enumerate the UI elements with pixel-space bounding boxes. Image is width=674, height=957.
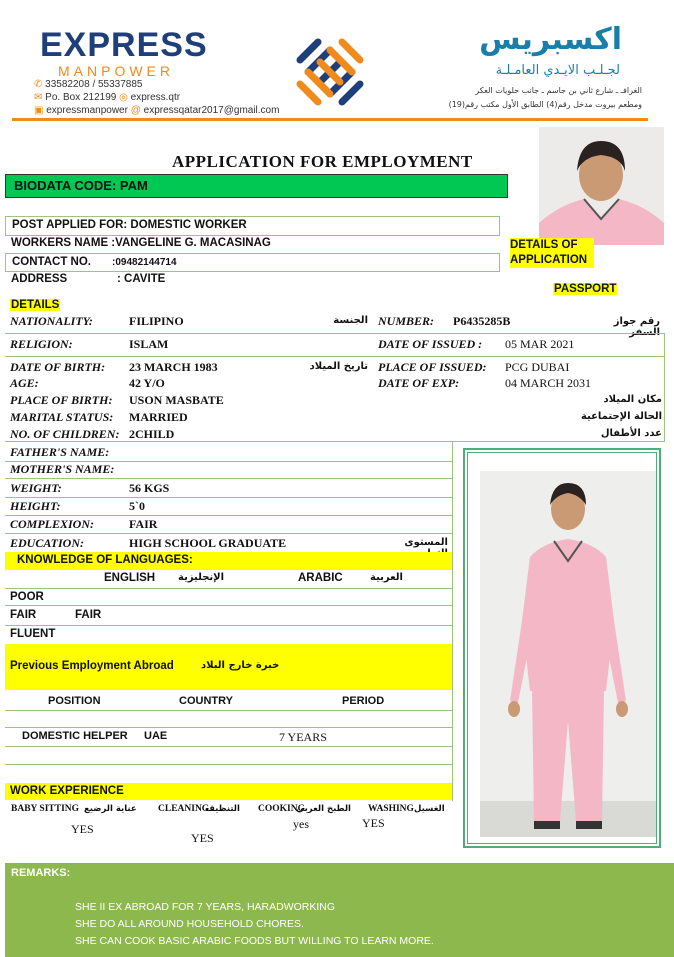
biodata-code-bar [5, 174, 508, 198]
divider [5, 515, 452, 516]
brand-subtitle-en: MANPOWER [58, 63, 174, 79]
detail-label-ar: المستوى [404, 537, 448, 548]
detail-label: HEIGHT: [10, 499, 61, 513]
passport-label: DATE OF ISSUED : [378, 337, 483, 351]
details-of-application-label: DETAILS OF APPLICATION [510, 238, 594, 268]
divider [5, 533, 452, 534]
remarks-line-1: SHE II EX ABROAD FOR 7 YEARS, HARADWORKING [75, 901, 336, 913]
social-line: ▣ expressmanpower @ expressqatar2017@gmail.com [34, 105, 280, 116]
brand-subtitle-ar: لجـلـب الايـدي العامـلـة [495, 63, 620, 78]
detail-value: 2CHILD [129, 427, 175, 441]
full-body-photo-frame [463, 448, 661, 848]
prev-period-value: 7 YEARS [279, 730, 327, 744]
detail-label: EDUCATION: [10, 536, 85, 550]
detail-value: MARRIED [129, 410, 188, 424]
email-icon: @ [130, 105, 141, 116]
brand-name-ar: اكسبريس [479, 22, 622, 57]
divider [5, 625, 452, 626]
post-applied-row: POST APPLIED FOR: DOMESTIC WORKER [5, 216, 500, 236]
detail-value: 23 MARCH 1983 [129, 360, 218, 374]
address-ar-1: الغرافـ ـ شارع ثاني بن جاسم ـ جانب حلويات العكر [475, 86, 642, 95]
detail-label: PLACE OF BIRTH: [10, 393, 113, 407]
prev-employment-heading-bar: Previous Employment Abroad خبرة خارج البلاد [5, 644, 452, 690]
detail-label-ar: الحالة الإجتماعية [580, 411, 662, 422]
skill-value: yes [293, 817, 309, 831]
company-logo-icon [290, 32, 370, 112]
divider [5, 588, 452, 589]
detail-label: NO. OF CHILDREN: [10, 427, 120, 441]
detail-label: DATE OF BIRTH: [10, 360, 106, 374]
detail-label-ar: مكان الميلاد [603, 394, 662, 405]
work-experience-heading-bar: WORK EXPERIENCE [5, 783, 452, 800]
biodata-code: BIODATA CODE: PAM [14, 178, 148, 193]
divider [5, 333, 665, 334]
mail-icon: ✉ [34, 92, 43, 103]
detail-value: FILIPINO [129, 314, 184, 328]
passport-value: PCG DUBAI [505, 360, 570, 374]
skill-label: CLEANING [158, 804, 210, 814]
passport-value: 04 MARCH 2031 [505, 376, 592, 390]
header-divider [12, 118, 648, 121]
detail-label: RELIGION: [10, 337, 73, 351]
skill-label: COOKING [258, 804, 305, 814]
skill-value: YES [71, 822, 94, 836]
detail-label: AGE: [10, 376, 39, 390]
divider [5, 441, 665, 442]
languages-heading-bar: KNOWLEDGE OF LANGUAGES: [5, 552, 452, 570]
col-period: PERIOD [342, 695, 385, 707]
detail-value: USON MASBATE [129, 393, 224, 407]
pobox-line: ✉ Po. Box 212199 ◎ express.qtr [34, 92, 181, 103]
detail-label: COMPLEXION: [10, 517, 95, 531]
divider [5, 356, 665, 357]
remarks-heading: REMARKS: [11, 867, 71, 879]
skill-label-ar: الطبخ العربي [296, 804, 351, 814]
full-body-photo-icon [480, 471, 656, 837]
remarks-line-2: SHE DO ALL AROUND HOUSEHOLD CHORES. [75, 918, 304, 930]
passport-label-ar: رقم جواز [613, 316, 660, 327]
detail-label: FATHER'S NAME: [10, 445, 110, 459]
detail-label-ar: عدد الأطفال [600, 428, 662, 439]
brand-name-en: EXPRESS [40, 26, 208, 64]
language-arabic-ar: العربية [370, 572, 403, 583]
facebook-icon: ▣ [34, 105, 44, 116]
divider [5, 478, 452, 479]
page-title: APPLICATION FOR EMPLOYMENT [172, 152, 473, 171]
passport-value: P6435285B [453, 314, 511, 328]
skill-label: WASHING [368, 804, 414, 814]
headshot-illustration-icon [539, 127, 664, 245]
passport-label: NUMBER: [378, 314, 435, 328]
detail-label-ar: الجنسة [333, 315, 368, 326]
phone-icon: ✆ [34, 79, 43, 90]
level-fair: FAIR [10, 609, 37, 621]
detail-value: ISLAM [129, 337, 169, 351]
level-fluent: FLUENT [10, 628, 56, 640]
remarks-line-3: SHE CAN COOK BASIC ARABIC FOODS BUT WILLING TO LEARN MORE. [75, 935, 434, 947]
detail-label: MARITAL STATUS: [10, 410, 114, 424]
detail-value: FAIR [129, 517, 158, 531]
skill-value: YES [191, 831, 214, 845]
language-arabic: ARABIC [298, 572, 343, 584]
prev-position-value: DOMESTIC HELPER [22, 730, 128, 742]
address-row: ADDRESS : CAVITE [11, 273, 166, 285]
divider [664, 333, 665, 441]
detail-label: WEIGHT: [10, 481, 62, 495]
divider [452, 441, 453, 801]
detail-value: HIGH SCHOOL GRADUATE [129, 536, 287, 550]
divider [5, 727, 452, 728]
detail-label: MOTHER'S NAME: [10, 462, 115, 476]
contact-row: CONTACT NO. :09482144714 [5, 253, 500, 272]
passport-value: 05 MAR 2021 [505, 337, 575, 351]
skill-value: YES [362, 816, 385, 830]
instagram-icon: ◎ [119, 92, 128, 103]
company-header [0, 0, 674, 122]
divider [5, 764, 452, 765]
passport-label: DATE OF EXP: [378, 376, 460, 390]
language-english: ENGLISH [104, 572, 156, 584]
detail-label-ar: تاريخ الميلاد [309, 361, 368, 372]
prev-country-value: UAE [144, 730, 168, 742]
remarks-panel [5, 863, 674, 957]
detail-label: NATIONALITY: [10, 314, 93, 328]
divider [5, 746, 452, 747]
skill-label: BABY SITTING [11, 804, 80, 814]
passport-label: PLACE OF ISSUED: [378, 360, 487, 374]
english-level-value: FAIR [75, 609, 102, 621]
workers-name-row: WORKERS NAME :VANGELINE G. MACASINAG [11, 237, 271, 249]
skill-label-ar: التنظيف [205, 804, 240, 814]
divider [5, 497, 452, 498]
detail-value: 56 KGS [129, 481, 170, 495]
headshot-photo [539, 127, 664, 245]
col-position: POSITION [48, 695, 101, 707]
detail-value: 42 Y/O [129, 376, 165, 390]
skill-label-ar: الغسيل [414, 804, 445, 814]
divider [5, 710, 452, 711]
address-ar-2: ومطعم بيروت مدخل رقم(4) الطابق الأول مكتب رقم(19) [448, 100, 642, 109]
language-english-ar: الإنجليزية [178, 572, 225, 583]
detail-value: 5`0 [129, 499, 145, 513]
passport-heading: PASSPORT [554, 283, 617, 295]
phone-line: ✆ 33582208 / 55337885 [34, 79, 143, 90]
divider [5, 605, 452, 606]
col-country: COUNTRY [179, 695, 233, 707]
details-heading: DETAILS [11, 299, 60, 311]
level-poor: POOR [10, 591, 44, 603]
skill-label-ar: عناية الرضيع [84, 804, 137, 814]
